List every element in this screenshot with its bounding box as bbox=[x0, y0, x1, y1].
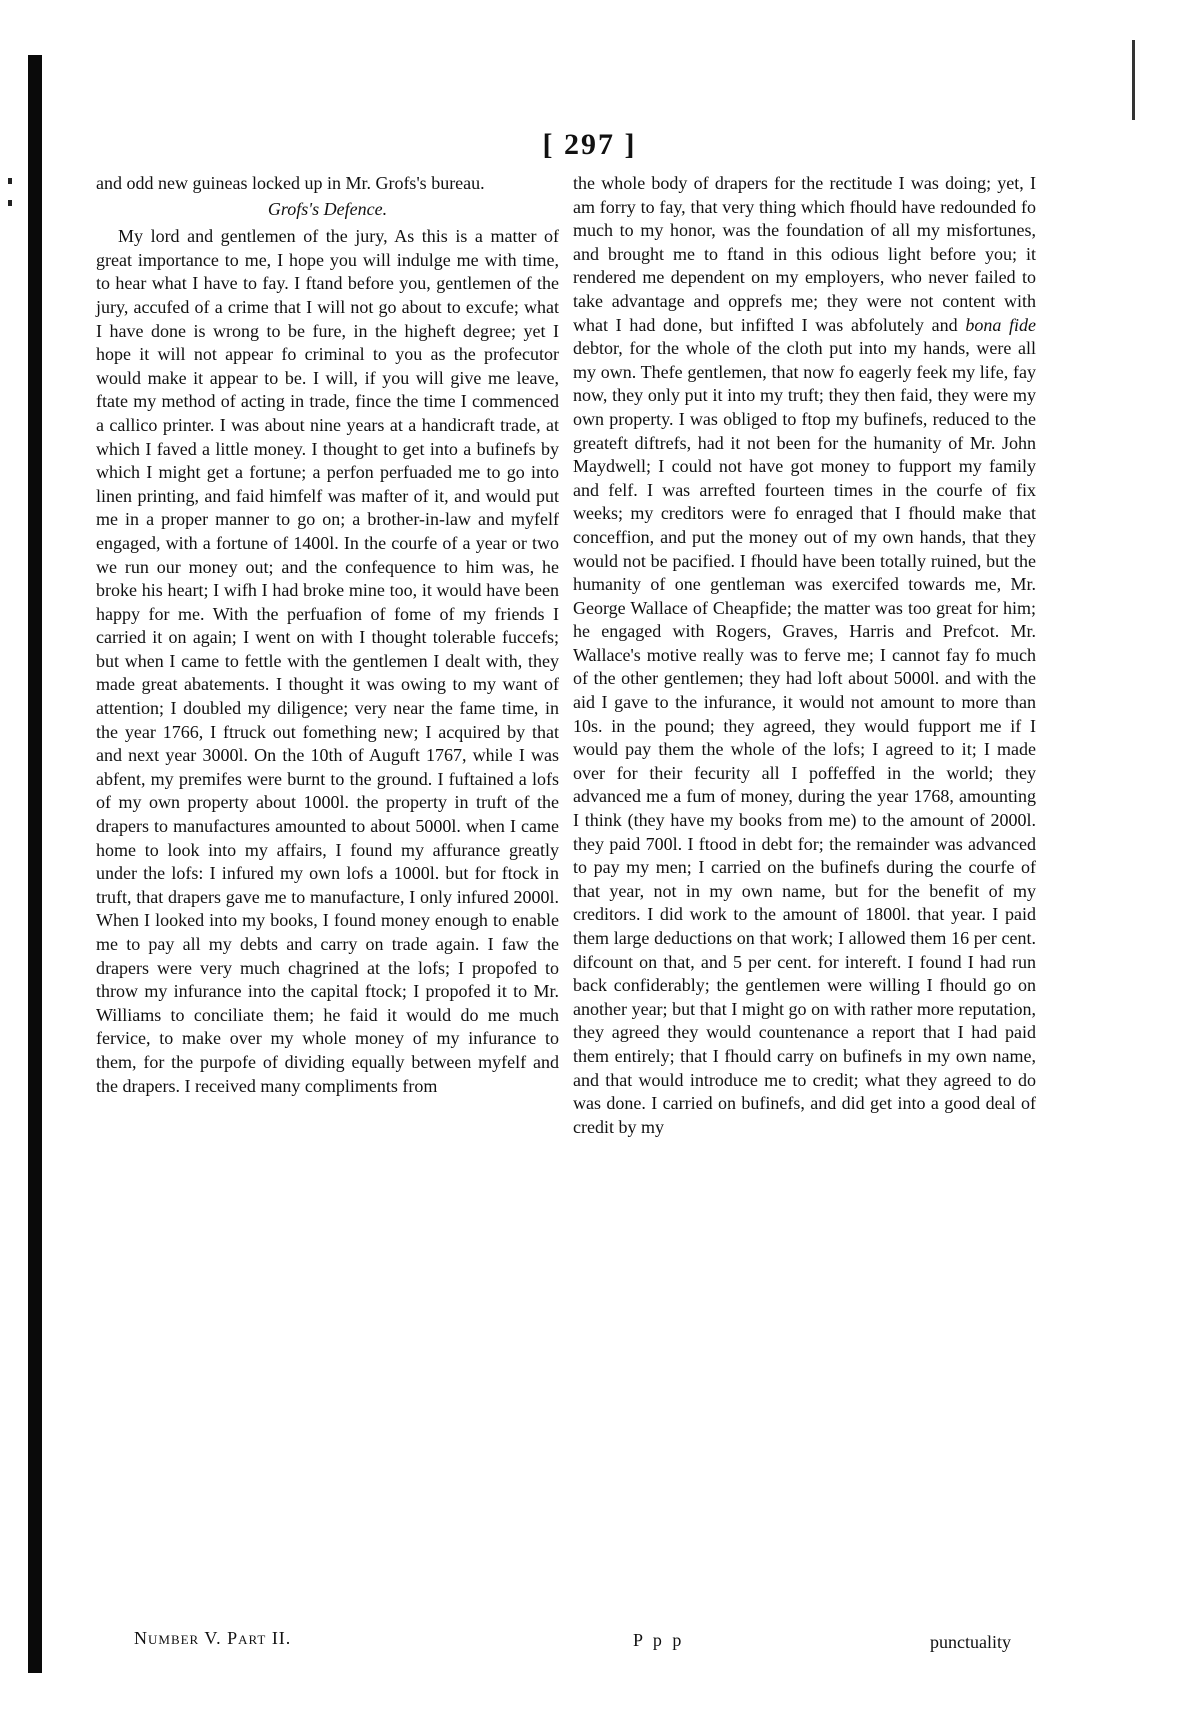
signature-mark: P p p bbox=[633, 1630, 685, 1650]
paragraph-text: debtor, for the whole of the cloth put into my hands, were all my own. Thefe gentlemen, that now fo eagerly feek my life, fay now, they only put it into my truft; they then faid, they were my own property. I was obliged to ftop my bufinefs, reduced to the greateft diftrefs, had it not been for the humanity of Mr. John Maydwell; I could not have got money to fupport my family and felf. I was arrefted fourteen times in the courfe of fix weeks; my creditors were fo enraged that I fhould make that conceffion, and put the money out of my own hands, that they would not be pacified. I fhould have been totally ruined, but the humanity of one gentleman was exercifed towards me, Mr. George Wallace of Cheapfide; the matter was too great for him; he engaged with Rogers, Graves, Harris and Prefcot. Mr. Wallace's motive really was to ferve me; I cannot fay fo much of the other gentlemen; they had loft about 5000l. and with the aid I gave to the infurance, it would not amount to more than 10s. in the pound; they agreed, they would fupport me if I would pay them the whole of the lofs; I agreed to it; I made over for their fecurity all I poffeffed in the world; they advanced me a fum of money, during the year 1768, amounting I think (they have my books from me) to the amount of 2000l. they paid 700l. I ftood in debt for; the remainder was advanced to pay my men; I carried on the bufinefs during the courfe of that year, not in my own name, but for the benefit of my creditors. I did work to the amount of 1800l. that year. I paid them large deductions on that work; I allowed them 16 per cent. difcount on that, and 5 per cent. for intereft. I found I had run back confiderably; the gentlemen were willing I fhould go on another year; but that I might go on with rather more reputation, they agreed they would countenance a report that I had paid them entirely; that I fhould carry on bufinefs in my own name, and that would introduce me to credit; what they agreed to do was done. I carried on bufinefs, and did get into a good deal of credit by my bbox=[573, 338, 1036, 1137]
opening-line: and odd new guineas locked up in Mr. Grofs's bureau. bbox=[96, 173, 485, 193]
continued-paragraph bbox=[573, 172, 1036, 1139]
binding-shadow bbox=[28, 55, 42, 1673]
section-heading: Grofs's Defence. bbox=[267, 198, 388, 219]
catchword: punctuality bbox=[930, 1632, 1011, 1652]
signature-line: Number V. Part II. bbox=[134, 1628, 292, 1648]
left-column bbox=[96, 172, 559, 1098]
defence-paragraph: My lord and gentlemen of the jury, As this is a matter of great importance to me, I hope you will indulge me with time, to hear what I have to fay. I ftand before you, gentlemen of the jury, accufed of a crime that I will not go about to excufe; what I have done is wrong to be fure, in the higheft degree; yet I hope it will not appear fo criminal to you as the profecutor would make it appear to be. I will, if you will give me leave, ftate my method of acting in trade, fince the time I commenced a callico printer. I was about nine years at a handicraft trade, at which I faved a little money. I thought to get into a bufinefs by which I might get a fortune; a perfon perfuaded me to go into linen printing, and faid himfelf was mafter of it, and would put me in a proper manner to go on; a brother-in-law and myfelf engaged, with a fortune of 1400l. In the courfe of a year or two we run our money out; and the confequence to him was, he broke his heart; I wifh I had broke mine too, it would have been happy for me. With the perfuafion of fome of my friends I carried it on again; I went on with I thought tolerable fuccefs; but when I came to fettle with the gentlemen I dealt with, they made great abatements. I thought it was owing to my want of attention; I doubled my diligence; very near the fame time, in the year 1766, I ftruck out fomething new; I acquired by that and next year 3000l. On the 10th of Auguft 1767, while I was abfent, my premifes were burnt to the ground. I fuftained a lofs of my own property about 1000l. the property in truft of the drapers to manufactures amounted to about 5000l. when I came home to look into my affairs, I found my affurance greatly under the lofs: I infured my own lofs a 1000l. but for ftock in truft, that drapers gave me to manufacture, I only infured 2000l. When I looked into my books, I found money enough to enable me to pay all my debts and carry on trade again. I faw the drapers were very much chagrined at the lofs; I propofed to throw my infurance into the capital ftock; I propofed it to Mr. Williams to conciliate them; he faid it would do me much fervice, to make over my whole money of my infurance to them, for the purpofe of dividing equally between myfelf and the drapers. I received many compliments from bbox=[96, 226, 559, 1096]
edge-mark bbox=[1132, 40, 1135, 120]
latin-phrase: bona fide bbox=[965, 314, 1036, 335]
page-number: [ 297 ] bbox=[542, 128, 637, 161]
paragraph-text: the whole body of drapers for the rectitude I was doing; yet, I am forry to fay, that very thing which fhould have redounded fo much to my honor, was the foundation of all my misfortunes, and brought me to ftand in this odious light before you; it rendered me dependent on my employers, who never failed to take advantage and opprefs me; they were not content with what I had done, but infifted I was abfolutely and bbox=[573, 173, 1036, 335]
edge-tick bbox=[8, 178, 12, 184]
edge-tick bbox=[8, 200, 12, 206]
right-column bbox=[573, 172, 1036, 1139]
